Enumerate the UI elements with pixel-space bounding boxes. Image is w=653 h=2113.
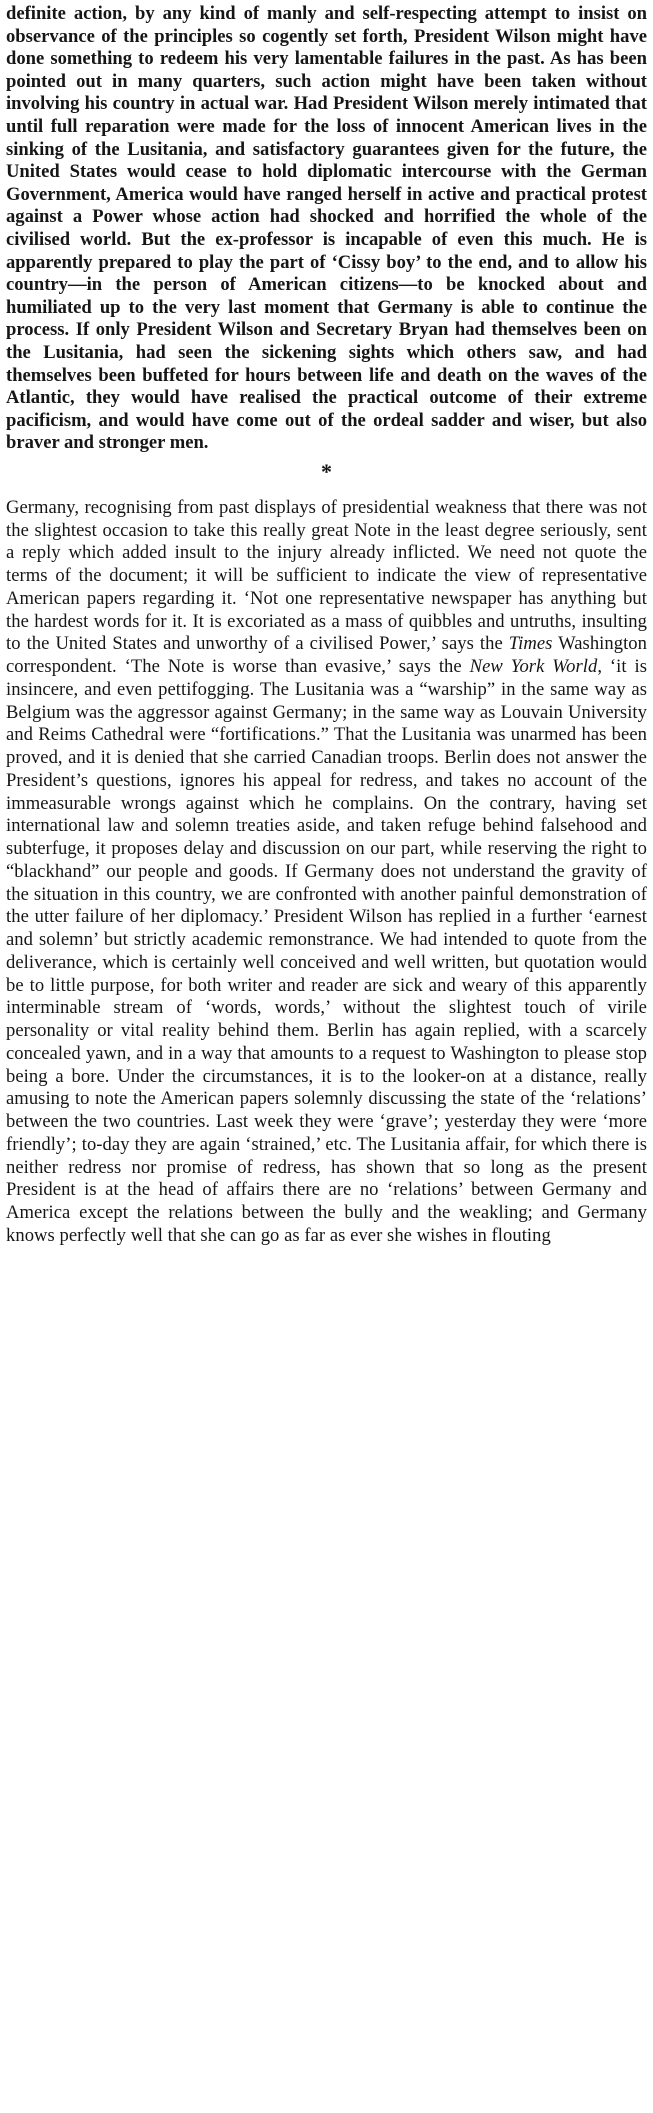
article-paragraph-2: Germany, recognising from past displays of presidential weakness that there was not the slightest occasion to take this really great Note in the least degree seriously, sent a reply which added insult to the injury already inflicted. We need not quote the terms of the document; it will be sufficient to indicate the view of representative American papers regarding it. ‘Not one representative newspaper has anything but the hardest words for it. It is excoriated as a mass of quibbles and untruths, insulting to the United States and unworthy of a civilised Power,’ says the Times Washington correspondent. ‘The Note is worse than evasive,’ says the New York World, ‘it is insincere, and even pettifogging. The Lusitania was a “warship” in the same way as Belgium was the aggressor against Germany; in the same way as Louvain University and Reims Cathedral were “fortifications.” That the Lusitania was unarmed has been proved, and it is denied that she carried Canadian troops. Berlin does not answer the President’s questions, ignores his appeal for redress, and takes no account of the immeasurable wrongs against which he complains. On the contrary, having set international law and solemn treaties aside, and taken refuge behind falsehood and subterfuge, it proposes delay and discussion on our part, while reserving the right to “blackhand” our people and goods. If Germany does not understand the gravity of the situation in this country, we are confronted with another painful demonstration of the utter failure of her diplomacy.’ President Wilson has replied in a further ‘earnest and solemn’ but strictly academic remonstrance. We had intended to quote from the deliverance, which is certainly well conceived and well written, but quotation would be to little purpose, for both writer and reader are sick and weary of this apparently interminable stream of ‘words, words,’ without the slightest touch of virile personality or vital reality behind them. Berlin has again replied, with a scarcely concealed yawn, and in a way that amounts to a request to Washington to please stop being a bore. Under the circumstances, it is to the looker-on at a distance, really amusing to note the American papers solemnly discussing the state of the ‘relations’ between the two countries. Last week they were ‘grave’; yesterday they were ‘more friendly’; to-day they are again ‘strained,’ etc. The Lusitania affair, for which there is neither redress nor promise of redress, has shown that so long as the present President is at the head of affairs there are no ‘relations’ between Germany and America except the relations between the bully and the weakling; and Germany knows perfectly well that she can go as far as ever she wishes in flouting bbox=[6, 496, 648, 1246]
paragraph-2-text-a: Germany, recognising from past displays of presidential weakness that there was not the slightest occasion to take this really great Note in the least degree seriously, sent a reply which added insult to the injury already inflicted. We need not quote the terms of the document; it will be sufficient to indicate the view of representative American papers regarding it. ‘Not one representative newspaper has anything but the hardest words for it. It is excoriated as a mass of quibbles and untruths, insulting to the United States and unworthy of a civilised Power,’ says the bbox=[6, 496, 647, 655]
publication-name-new-york-world: New York World bbox=[469, 656, 598, 678]
publication-name-times: Times bbox=[508, 633, 553, 655]
article-paragraph-1: definite action, by any kind of manly and self-respecting attempt to insist on observance of the principles so cogently set forth, President Wilson might have done something to redeem his very lamentable failures in the past. As has been pointed out in many quarters, such action might have been taken without involving his country in actual war. Had President Wilson merely intimated that until full reparation were made for the loss of innocent American lives in the sinking of the Lusitania, and satisfactory guarantees given for the future, the United States would cease to hold diplomatic intercourse with the German Government, America would have ranged herself in active and practical protest against a Power whose action had shocked and horrified the whole of the civilised world. But the ex-professor is incapable of even this much. He is apparently prepared to play the part of ‘Cissy boy’ to the end, and to allow his country—in the person of American citizens—to be knocked about and humiliated up to the very last moment that Germany is able to continue the process. If only President Wilson and Secretary Bryan had themselves been on the Lusitania, had seen the sickening sights which others saw, and had themselves been buffeted for hours between life and death on the waves of the Atlantic, they would have realised the practical outcome of their extreme pacificism, and would have come out of the ordeal sadder and wiser, but also braver and stronger men. bbox=[6, 3, 647, 454]
paragraph-2-text-b: Washington correspondent. ‘The Note is worse than evasive,’ says the bbox=[6, 633, 647, 678]
paragraph-2-text-c: ‘it is insincere, and even pettifogging. The Lusitania was a “warship” in the same way as Belgium was the aggressor against Germany; in the same way as Louvain University and Reims Cathedral were “fortifications.” That the Lusitania was unarmed has been proved, and it is denied that she carried Canadian troops. Berlin does not answer the President’s questions, ignores his appeal for redress, and takes no account of the immeasurable wrongs against which he complains. On the contrary, having set international law and solemn treaties aside, and taken refuge behind falsehood and subterfuge, it proposes delay and discussion on our part, while reserving the right to “blackhand” our people and goods. If Germany does not understand the gravity of the situation in this country, we are confronted with another painful demonstration of the utter failure of her diplomacy.’ President Wilson has replied in a further ‘earnest and solemn’ but strictly academic remonstrance. We had intended to quote from the deliverance, which is certainly well conceived and well written, but quotation would be to little purpose, for both writer and reader are sick and weary of this apparently interminable stream of ‘words, words,’ without the slightest touch of virile personality or vital reality behind them. Berlin has again replied, with a scarcely concealed yawn, and in a way that amounts to a request to Washington to please stop being a bore. Under the circumstances, it is to the looker-on at a distance, really amusing to note the American papers solemnly discussing the state of the ‘relations’ between the two countries. Last week they were ‘grave’; yesterday they were ‘more friendly’; to-day they are again ‘strained,’ etc. The Lusitania affair, for which there is neither redress nor promise of redress, has shown that so long as the present President is at the head of affairs there are no ‘relations’ between Germany and America except the relations between the bully and the weakling; and Germany knows perfectly well that she can go as far as ever she wishes in flouting bbox=[6, 656, 648, 1246]
section-separator-asterisk: * bbox=[321, 458, 332, 484]
